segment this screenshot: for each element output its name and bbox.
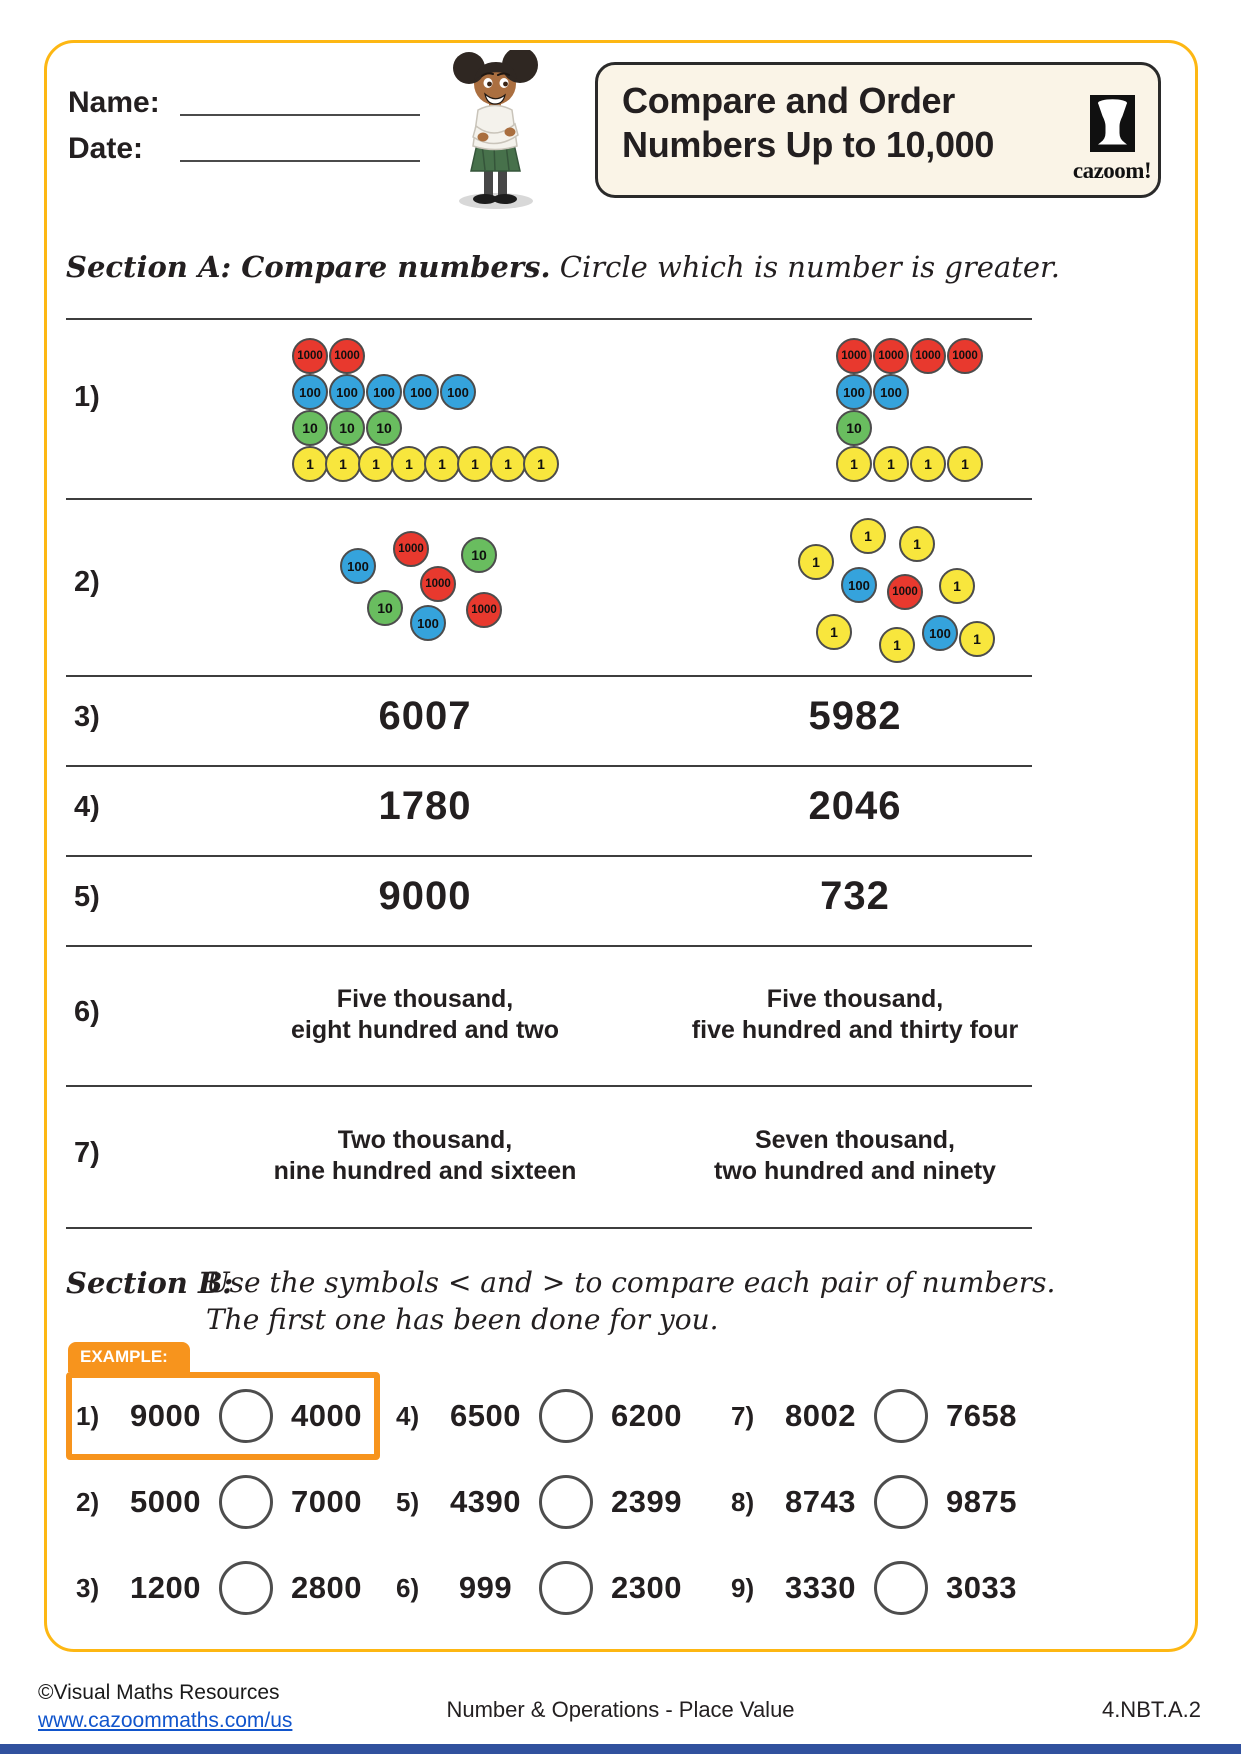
place-value-counter-10: 10 [461, 537, 497, 573]
row-divider [66, 675, 1032, 677]
place-value-counter-1: 1 [873, 446, 909, 482]
comparison-item [731, 1475, 1029, 1529]
place-value-counter-1: 1 [947, 446, 983, 482]
place-value-counter-10: 10 [329, 410, 365, 446]
left-number: 8002 [785, 1398, 856, 1433]
place-value-counter-100: 100 [440, 374, 476, 410]
comparison-item [396, 1389, 694, 1443]
place-value-counter-100: 100 [873, 374, 909, 410]
row-divider [66, 318, 1032, 320]
example-tab: EXAMPLE: [68, 1342, 190, 1372]
footer-accent-bar [0, 1744, 1241, 1754]
answer-circle[interactable] [219, 1561, 273, 1615]
place-value-counter-1: 1 [899, 526, 935, 562]
right-number: 6200 [611, 1398, 682, 1433]
place-value-counter-1: 1 [836, 446, 872, 482]
place-value-counter-100: 100 [403, 374, 439, 410]
row-number: 7) [74, 1137, 100, 1169]
place-value-counter-1: 1 [424, 446, 460, 482]
item-number: 7) [731, 1400, 755, 1431]
row-number: 5) [74, 881, 100, 913]
item-number: 9) [731, 1572, 755, 1603]
row-number: 3) [74, 701, 100, 733]
place-value-counter-100: 100 [340, 548, 376, 584]
place-value-counter-1: 1 [457, 446, 493, 482]
name-input-line[interactable] [180, 114, 420, 116]
place-value-counter-1000: 1000 [873, 338, 909, 374]
worksheet-title-box [595, 62, 1161, 198]
row-divider [66, 1085, 1032, 1087]
row-number: 4) [74, 791, 100, 823]
place-value-counter-1000: 1000 [420, 566, 456, 602]
comparison-item [76, 1389, 374, 1443]
section-b-heading: Section B: [66, 1266, 234, 1300]
row-divider [66, 498, 1032, 500]
row-divider [66, 765, 1032, 767]
answer-circle[interactable] [874, 1561, 928, 1615]
right-number: 4000 [291, 1398, 362, 1433]
footer-standard-code: 4.NBT.A.2 [1101, 1697, 1201, 1722]
comparison-item [731, 1561, 1029, 1615]
place-value-counter-100: 100 [841, 567, 877, 603]
place-value-counter-1: 1 [959, 621, 995, 657]
item-number: 6) [396, 1572, 420, 1603]
right-number: 7000 [291, 1484, 362, 1519]
section-b-instruction-line1: Use the symbols < and > to compare each pair of numbers. [206, 1266, 1056, 1299]
worksheet-title: Compare and Order Numbers Up to 10,000 [622, 80, 995, 165]
answer-circle[interactable] [539, 1475, 593, 1529]
place-value-counter-10: 10 [367, 590, 403, 626]
option-left[interactable]: Five thousand, eight hundred and two [290, 985, 560, 1044]
option-left[interactable]: 9000 [378, 874, 472, 918]
place-value-counter-1: 1 [523, 446, 559, 482]
counter-group-row2-left[interactable] [340, 531, 505, 643]
place-value-counter-100: 100 [410, 605, 446, 641]
right-number: 2300 [611, 1570, 682, 1605]
left-number: 8743 [785, 1484, 856, 1519]
option-left[interactable]: 1780 [378, 784, 472, 828]
left-number: 1200 [130, 1570, 201, 1605]
place-value-counter-1: 1 [798, 544, 834, 580]
place-value-counter-100: 100 [836, 374, 872, 410]
item-number: 2) [76, 1486, 100, 1517]
place-value-counter-1: 1 [358, 446, 394, 482]
answer-circle[interactable] [219, 1475, 273, 1529]
place-value-counter-1000: 1000 [329, 338, 365, 374]
option-left[interactable]: Two thousand, nine hundred and sixteen [273, 1126, 577, 1185]
left-number: 999 [458, 1570, 513, 1605]
item-number: 5) [396, 1486, 420, 1517]
left-number: 4390 [450, 1484, 521, 1519]
left-number: 9000 [130, 1398, 201, 1433]
place-value-counter-1: 1 [490, 446, 526, 482]
comparison-item [76, 1475, 374, 1529]
answer-circle[interactable] [219, 1389, 273, 1443]
left-number: 6500 [450, 1398, 521, 1433]
place-value-counter-100: 100 [329, 374, 365, 410]
option-right[interactable]: Five thousand, five hundred and thirty four [691, 985, 1019, 1044]
place-value-counter-100: 100 [366, 374, 402, 410]
item-number: 4) [396, 1400, 420, 1431]
option-right[interactable]: 5982 [808, 694, 902, 738]
footer-topic: Number & Operations - Place Value [446, 1697, 795, 1722]
place-value-counter-1: 1 [816, 614, 852, 650]
comparison-item [731, 1389, 1029, 1443]
answer-circle[interactable] [539, 1561, 593, 1615]
place-value-counter-1: 1 [325, 446, 361, 482]
place-value-counter-1000: 1000 [887, 574, 923, 610]
place-value-counter-100: 100 [292, 374, 328, 410]
footer-link[interactable]: www.cazoommaths.com/us [38, 1709, 293, 1732]
option-left[interactable]: 6007 [378, 694, 472, 738]
place-value-counter-1: 1 [879, 627, 915, 663]
comparison-item [76, 1561, 374, 1615]
counter-group-row1-left[interactable] [292, 338, 562, 482]
place-value-counter-1: 1 [850, 518, 886, 554]
right-number: 2800 [291, 1570, 362, 1605]
right-number: 3033 [946, 1570, 1017, 1605]
item-number: 8) [731, 1486, 755, 1517]
answer-circle[interactable] [874, 1389, 928, 1443]
place-value-counter-10: 10 [292, 410, 328, 446]
left-number: 5000 [130, 1484, 201, 1519]
row-number: 6) [74, 996, 100, 1028]
right-number: 2399 [611, 1484, 682, 1519]
place-value-counter-10: 10 [366, 410, 402, 446]
comparison-item [396, 1475, 694, 1529]
drum-icon [1090, 95, 1135, 152]
right-number: 7658 [946, 1398, 1017, 1433]
counter-group-row1-right[interactable] [836, 338, 986, 482]
cazoom-logo-text: cazoom! [1072, 158, 1152, 183]
footer-copyright: ©Visual Maths Resources [38, 1681, 280, 1704]
place-value-counter-10: 10 [836, 410, 872, 446]
left-number: 3330 [785, 1570, 856, 1605]
student-character-illustration [424, 50, 566, 210]
row-divider [66, 1227, 1032, 1229]
comparison-item [396, 1561, 694, 1615]
section-a-heading: Section A: Compare numbers. Circle which is number is greater. [66, 250, 1060, 284]
item-number: 3) [76, 1572, 100, 1603]
row-divider [66, 945, 1032, 947]
place-value-counter-1: 1 [391, 446, 427, 482]
place-value-counter-1: 1 [292, 446, 328, 482]
date-input-line[interactable] [180, 160, 420, 162]
place-value-counter-1: 1 [939, 568, 975, 604]
cazoom-logo [1064, 95, 1160, 184]
row-number: 1) [74, 381, 100, 413]
option-right[interactable]: 732 [820, 874, 890, 918]
place-value-counter-1000: 1000 [393, 531, 429, 567]
place-value-counter-1: 1 [910, 446, 946, 482]
section-b-instruction-line2: The first one has been done for you. [206, 1303, 719, 1336]
place-value-counter-100: 100 [922, 615, 958, 651]
place-value-counter-1000: 1000 [292, 338, 328, 374]
place-value-counter-1000: 1000 [836, 338, 872, 374]
place-value-counter-1000: 1000 [947, 338, 983, 374]
name-label: Name: [68, 86, 160, 119]
answer-circle[interactable] [539, 1389, 593, 1443]
item-number: 1) [76, 1400, 100, 1431]
option-right[interactable]: Seven thousand, two hundred and ninety [714, 1126, 996, 1185]
right-number: 9875 [946, 1484, 1017, 1519]
counter-group-row2-right[interactable] [798, 518, 998, 666]
answer-circle[interactable] [874, 1475, 928, 1529]
row-number: 2) [74, 566, 100, 598]
row-divider [66, 855, 1032, 857]
date-label: Date: [68, 132, 144, 165]
place-value-counter-1000: 1000 [910, 338, 946, 374]
option-right[interactable]: 2046 [808, 784, 902, 828]
place-value-counter-1000: 1000 [466, 592, 502, 628]
